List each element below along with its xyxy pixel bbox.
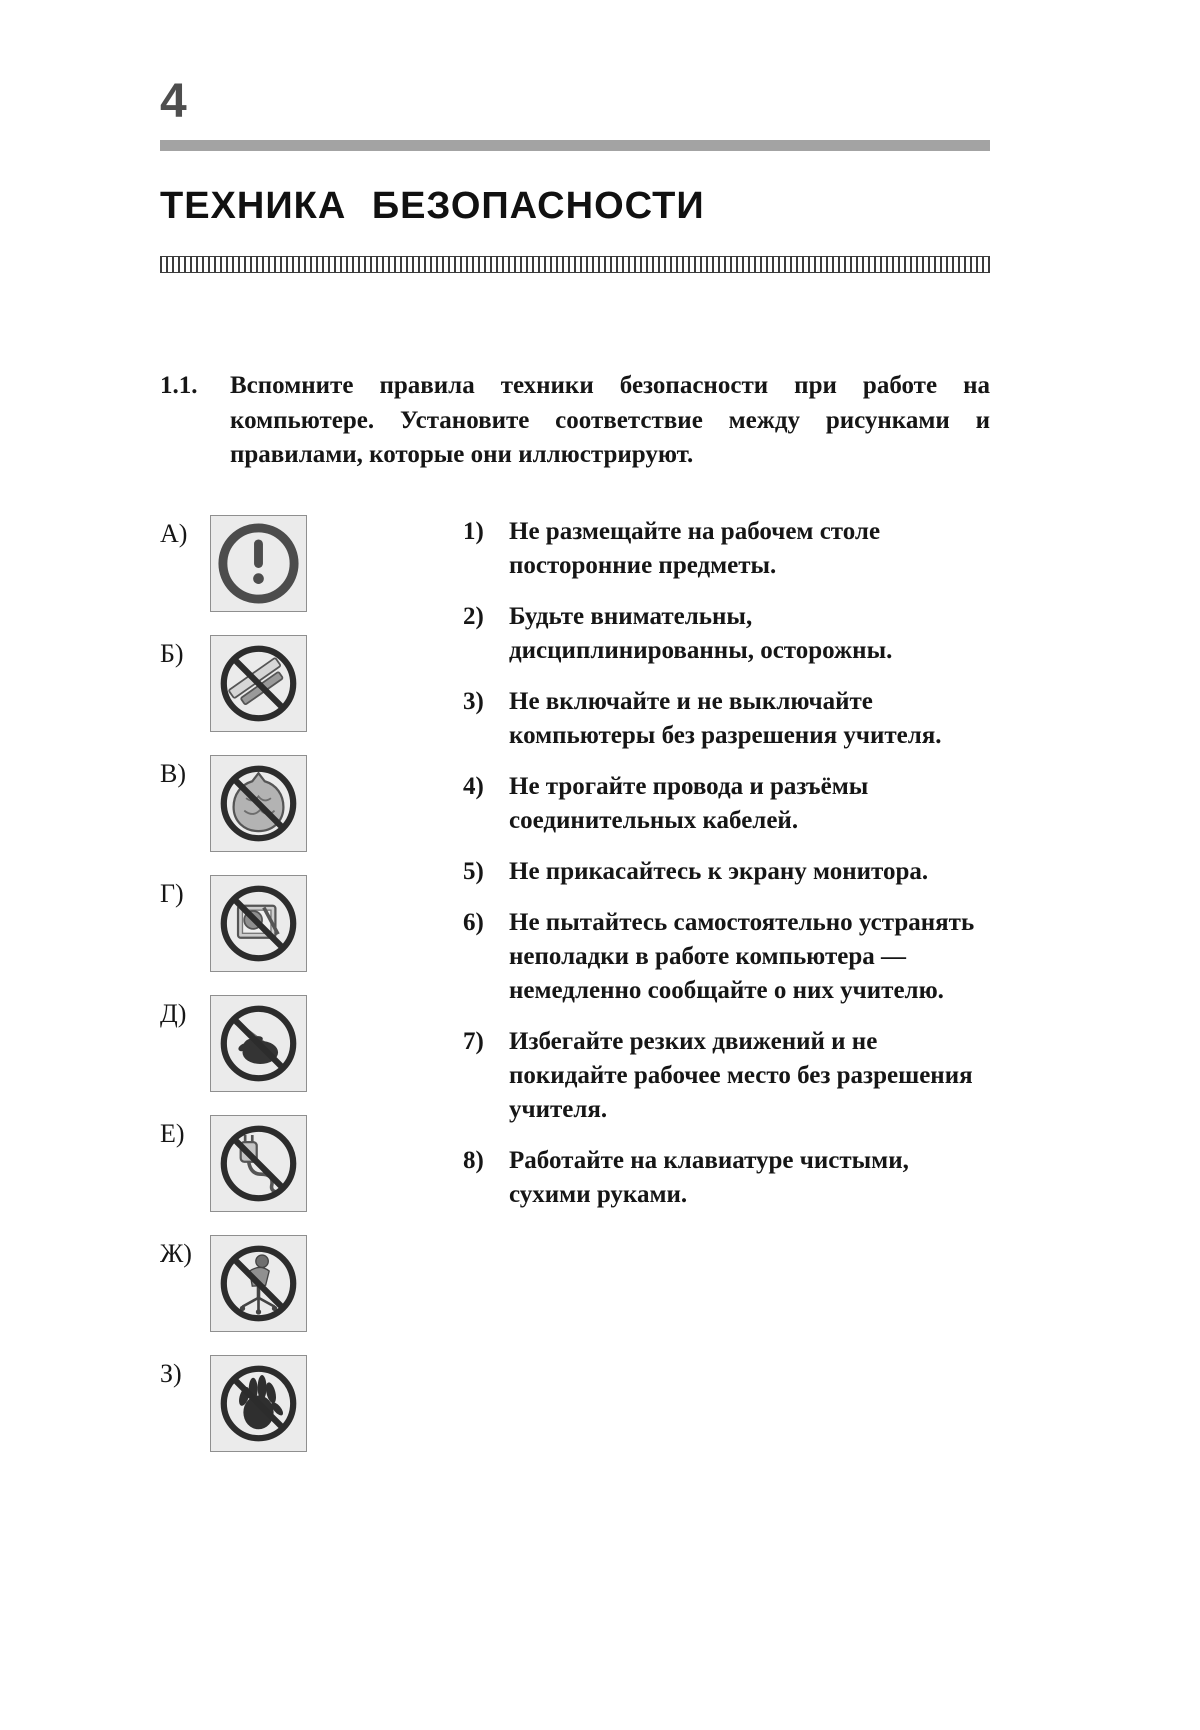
page: [160, 0, 990, 1475]
no-spinning-on-chair-icon: [214, 1239, 303, 1328]
rule-number: 2): [463, 602, 484, 630]
exercise-block: [160, 369, 990, 473]
rule-number: 4): [463, 772, 484, 800]
rule-item-2: [463, 600, 990, 668]
rule-text: Будьте внимательны, дисциплинированны, осторожны.: [509, 602, 893, 664]
rule-text: Не включайте и не выключайте компьютеры без разрешения учителя.: [509, 687, 942, 749]
figure-label: Ж): [160, 1238, 192, 1268]
rule-number: 8): [463, 1146, 484, 1174]
rule-number: 6): [463, 908, 484, 936]
rule-item-8: [463, 1144, 990, 1212]
header-rule: [160, 140, 990, 151]
figure-item-g: [160, 875, 335, 972]
no-rulers-pencils-icon: [214, 639, 303, 728]
rule-text: Не трогайте провода и разъёмы соединительных кабелей.: [509, 772, 869, 834]
figure-label: З): [160, 1358, 182, 1388]
page-number: 4: [160, 75, 187, 128]
figure-item-v: [160, 755, 335, 852]
figure-label: Е): [160, 1118, 185, 1148]
page-title: ТЕХНИКА БЕЗОПАСНОСТИ: [160, 185, 705, 227]
figure-label: В): [160, 758, 186, 788]
rule-number: 1): [463, 517, 484, 545]
rule-text: Не размещайте на рабочем столе посторонние предметы.: [509, 517, 881, 579]
no-touching-with-pen-icon: [214, 999, 303, 1088]
figure-image-g: [210, 875, 307, 972]
figure-item-b: [160, 635, 335, 732]
rule-number: 3): [463, 687, 484, 715]
figure-item-a: [160, 515, 335, 612]
no-dirty-hands-icon: [214, 1359, 303, 1448]
figure-image-a: [210, 515, 307, 612]
figure-label: Д): [160, 998, 187, 1028]
exercise-number: 1.1.: [160, 372, 198, 399]
rule-item-4: [463, 770, 990, 838]
figure-label: Г): [160, 878, 184, 908]
rule-text: Работайте на клавиатуре чистыми, сухими руками.: [509, 1146, 909, 1208]
decorative-hatch-rule: [160, 256, 990, 273]
warning-exclamation-icon: [214, 519, 303, 608]
figure-image-zh: [210, 1235, 307, 1332]
rule-item-7: [463, 1025, 990, 1127]
exercise-prompt: Вспомните правила техники безопасности при работе на компьютере. Установите соответствие между рисунками и правилами, которые они иллюстрируют.: [230, 372, 990, 468]
figure-image-d: [210, 995, 307, 1092]
figure-image-e: [210, 1115, 307, 1212]
rule-number: 5): [463, 857, 484, 885]
figure-image-z: [210, 1355, 307, 1452]
figure-image-v: [210, 755, 307, 852]
figure-image-b: [210, 635, 307, 732]
figure-item-z: [160, 1355, 335, 1452]
rule-item-6: [463, 906, 990, 1008]
figure-item-e: [160, 1115, 335, 1212]
rule-item-1: [463, 515, 990, 583]
rule-text: Не прикасайтесь к экрану монитора.: [509, 857, 929, 885]
rule-item-5: [463, 855, 990, 889]
rule-text: Избегайте резких движений и не покидайте рабочее место без разрешения учителя.: [509, 1027, 973, 1123]
figures-column: [160, 515, 335, 1475]
figure-item-d: [160, 995, 335, 1092]
figure-label: Б): [160, 638, 184, 668]
no-bags-icon: [214, 759, 303, 848]
figure-item-zh: [160, 1235, 335, 1332]
figure-label: А): [160, 518, 188, 548]
no-objects-on-monitor-icon: [214, 879, 303, 968]
rule-item-3: [463, 685, 990, 753]
no-touching-cables-icon: [214, 1119, 303, 1208]
matching-area: [160, 515, 990, 1475]
rule-number: 7): [463, 1027, 484, 1055]
rules-column: [463, 515, 990, 1475]
rule-text: Не пытайтесь самостоятельно устранять неполадки в работе компьютера — немедленно сообщайте о них учителю.: [509, 908, 975, 1004]
